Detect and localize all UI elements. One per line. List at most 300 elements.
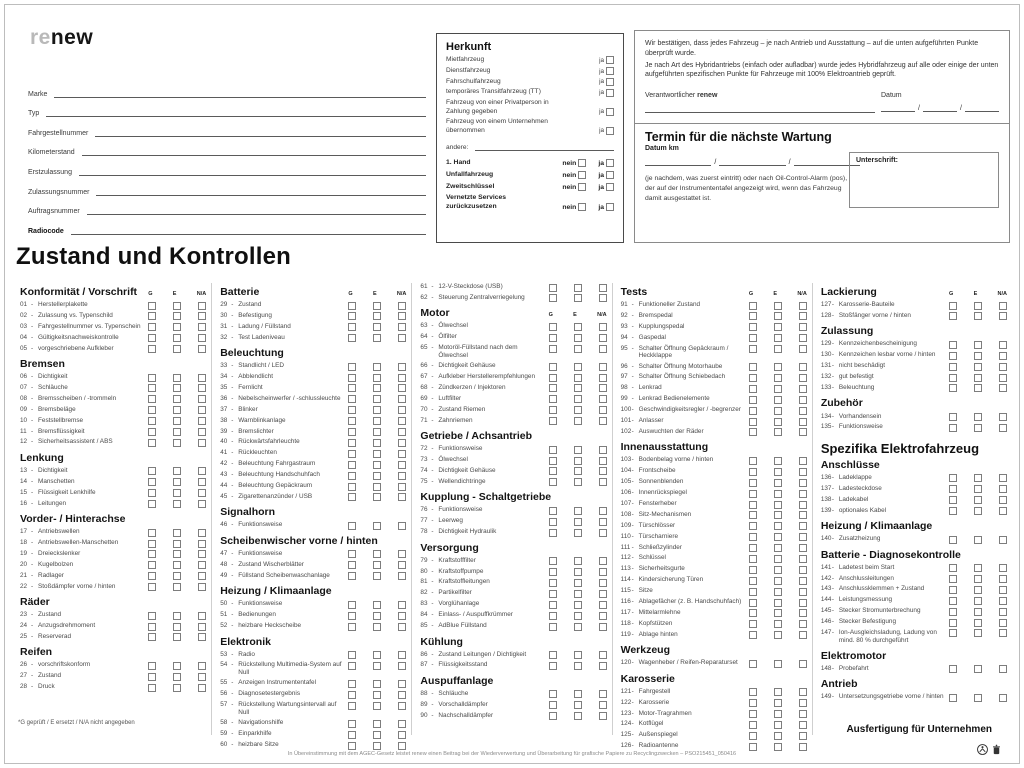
checkbox[interactable] — [148, 633, 156, 641]
checkbox[interactable] — [148, 384, 156, 392]
checkbox[interactable] — [348, 323, 356, 331]
checkbox[interactable] — [749, 566, 757, 574]
checkbox[interactable] — [348, 472, 356, 480]
checkbox[interactable] — [774, 490, 782, 498]
checkbox[interactable] — [774, 468, 782, 476]
checkbox[interactable] — [599, 612, 607, 620]
checkbox[interactable] — [599, 701, 607, 709]
checkbox[interactable] — [549, 334, 557, 342]
checkbox[interactable] — [999, 629, 1007, 637]
checkbox[interactable] — [398, 612, 406, 620]
checkbox[interactable] — [774, 457, 782, 465]
checkbox[interactable] — [799, 588, 807, 596]
checkbox[interactable] — [549, 690, 557, 698]
checkbox[interactable] — [599, 323, 607, 331]
checkbox[interactable] — [348, 439, 356, 447]
checkbox[interactable] — [198, 439, 206, 447]
field-input-line[interactable] — [87, 202, 426, 215]
checkbox[interactable] — [749, 588, 757, 596]
checkbox[interactable] — [799, 468, 807, 476]
checkbox[interactable] — [749, 577, 757, 585]
checkbox[interactable] — [398, 384, 406, 392]
checkbox[interactable] — [799, 721, 807, 729]
checkbox[interactable] — [749, 522, 757, 530]
checkbox[interactable] — [398, 461, 406, 469]
checkbox[interactable] — [348, 363, 356, 371]
checkbox[interactable] — [148, 561, 156, 569]
responsible-input-line[interactable] — [645, 99, 875, 113]
checkbox[interactable] — [774, 609, 782, 617]
checkbox[interactable] — [749, 385, 757, 393]
checkbox[interactable] — [198, 312, 206, 320]
checkbox[interactable] — [599, 712, 607, 720]
checkbox[interactable] — [599, 406, 607, 414]
checkbox[interactable] — [799, 457, 807, 465]
checkbox[interactable] — [173, 550, 181, 558]
checkbox[interactable] — [348, 742, 356, 750]
checkbox[interactable] — [799, 490, 807, 498]
checkbox[interactable] — [749, 699, 757, 707]
checkbox[interactable] — [974, 586, 982, 594]
checkbox[interactable] — [578, 159, 586, 167]
checkbox[interactable] — [398, 522, 406, 530]
checkbox[interactable] — [549, 557, 557, 565]
checkbox[interactable] — [373, 742, 381, 750]
checkbox[interactable] — [949, 341, 957, 349]
checkbox[interactable] — [574, 601, 582, 609]
checkbox[interactable] — [173, 489, 181, 497]
checkbox[interactable] — [599, 467, 607, 475]
checkbox[interactable] — [774, 577, 782, 585]
checkbox[interactable] — [549, 601, 557, 609]
checkbox[interactable] — [799, 418, 807, 426]
checkbox[interactable] — [398, 651, 406, 659]
checkbox[interactable] — [173, 633, 181, 641]
checkbox[interactable] — [574, 345, 582, 353]
checkbox[interactable] — [148, 583, 156, 591]
checkbox[interactable] — [373, 461, 381, 469]
checkbox[interactable] — [799, 555, 807, 563]
checkbox[interactable] — [173, 684, 181, 692]
checkbox[interactable] — [373, 384, 381, 392]
checkbox[interactable] — [799, 544, 807, 552]
checkbox[interactable] — [348, 334, 356, 342]
checkbox[interactable] — [373, 522, 381, 530]
checkbox[interactable] — [974, 413, 982, 421]
checkbox[interactable] — [373, 651, 381, 659]
checkbox[interactable] — [198, 561, 206, 569]
checkbox[interactable] — [549, 568, 557, 576]
checkbox[interactable] — [999, 302, 1007, 310]
checkbox[interactable] — [749, 457, 757, 465]
checkbox[interactable] — [974, 363, 982, 371]
checkbox[interactable] — [774, 631, 782, 639]
checkbox[interactable] — [999, 485, 1007, 493]
checkbox[interactable] — [599, 417, 607, 425]
checkbox[interactable] — [606, 171, 614, 179]
checkbox[interactable] — [549, 323, 557, 331]
checkbox[interactable] — [549, 507, 557, 515]
checkbox[interactable] — [574, 507, 582, 515]
checkbox[interactable] — [373, 691, 381, 699]
checkbox[interactable] — [348, 374, 356, 382]
checkbox[interactable] — [974, 384, 982, 392]
checkbox[interactable] — [774, 374, 782, 382]
checkbox[interactable] — [549, 478, 557, 486]
checkbox[interactable] — [774, 732, 782, 740]
checkbox[interactable] — [173, 417, 181, 425]
checkbox[interactable] — [606, 127, 614, 135]
checkbox[interactable] — [749, 710, 757, 718]
checkbox[interactable] — [974, 424, 982, 432]
checkbox[interactable] — [974, 374, 982, 382]
checkbox[interactable] — [373, 601, 381, 609]
checkbox[interactable] — [148, 478, 156, 486]
checkbox[interactable] — [949, 619, 957, 627]
checkbox[interactable] — [749, 555, 757, 563]
checkbox[interactable] — [599, 651, 607, 659]
checkbox[interactable] — [574, 557, 582, 565]
checkbox[interactable] — [599, 384, 607, 392]
checkbox[interactable] — [198, 302, 206, 310]
checkbox[interactable] — [574, 623, 582, 631]
checkbox[interactable] — [974, 312, 982, 320]
checkbox[interactable] — [749, 479, 757, 487]
checkbox[interactable] — [198, 633, 206, 641]
checkbox[interactable] — [148, 428, 156, 436]
checkbox[interactable] — [549, 612, 557, 620]
checkbox[interactable] — [549, 446, 557, 454]
checkbox[interactable] — [774, 544, 782, 552]
checkbox[interactable] — [173, 662, 181, 670]
checkbox[interactable] — [749, 407, 757, 415]
checkbox[interactable] — [348, 395, 356, 403]
field-input-line[interactable] — [79, 163, 426, 176]
checkbox[interactable] — [198, 345, 206, 353]
checkbox[interactable] — [599, 294, 607, 302]
checkbox[interactable] — [348, 702, 356, 710]
checkbox[interactable] — [348, 483, 356, 491]
checkbox[interactable] — [173, 623, 181, 631]
checkbox[interactable] — [949, 629, 957, 637]
checkbox[interactable] — [774, 533, 782, 541]
checkbox[interactable] — [749, 721, 757, 729]
checkbox[interactable] — [373, 417, 381, 425]
checkbox[interactable] — [574, 467, 582, 475]
checkbox[interactable] — [774, 363, 782, 371]
checkbox[interactable] — [974, 597, 982, 605]
checkbox[interactable] — [148, 323, 156, 331]
checkbox[interactable] — [999, 536, 1007, 544]
checkbox[interactable] — [148, 489, 156, 497]
checkbox[interactable] — [749, 363, 757, 371]
checkbox[interactable] — [398, 450, 406, 458]
checkbox[interactable] — [999, 341, 1007, 349]
checkbox[interactable] — [749, 533, 757, 541]
checkbox[interactable] — [974, 302, 982, 310]
checkbox[interactable] — [974, 341, 982, 349]
checkbox[interactable] — [799, 710, 807, 718]
checkbox[interactable] — [774, 620, 782, 628]
checkbox[interactable] — [198, 478, 206, 486]
checkbox[interactable] — [749, 312, 757, 320]
checkbox[interactable] — [799, 396, 807, 404]
andere-input-line[interactable] — [475, 142, 614, 151]
checkbox[interactable] — [574, 690, 582, 698]
checkbox[interactable] — [999, 424, 1007, 432]
checkbox[interactable] — [599, 579, 607, 587]
checkbox[interactable] — [398, 572, 406, 580]
checkbox[interactable] — [999, 474, 1007, 482]
checkbox[interactable] — [774, 396, 782, 404]
checkbox[interactable] — [398, 601, 406, 609]
checkbox[interactable] — [348, 561, 356, 569]
checkbox[interactable] — [974, 575, 982, 583]
checkbox[interactable] — [749, 428, 757, 436]
checkbox[interactable] — [599, 557, 607, 565]
checkbox[interactable] — [173, 345, 181, 353]
checkbox[interactable] — [974, 352, 982, 360]
checkbox[interactable] — [599, 478, 607, 486]
checkbox[interactable] — [774, 479, 782, 487]
checkbox[interactable] — [373, 302, 381, 310]
checkbox[interactable] — [173, 467, 181, 475]
checkbox[interactable] — [373, 312, 381, 320]
checkbox[interactable] — [799, 501, 807, 509]
checkbox[interactable] — [348, 623, 356, 631]
checkbox[interactable] — [148, 467, 156, 475]
checkbox[interactable] — [348, 461, 356, 469]
checkbox[interactable] — [599, 507, 607, 515]
checkbox[interactable] — [799, 363, 807, 371]
checkbox[interactable] — [198, 406, 206, 414]
checkbox[interactable] — [574, 612, 582, 620]
checkbox[interactable] — [549, 374, 557, 382]
checkbox[interactable] — [749, 418, 757, 426]
checkbox[interactable] — [373, 623, 381, 631]
checkbox[interactable] — [774, 555, 782, 563]
checkbox[interactable] — [574, 363, 582, 371]
checkbox[interactable] — [373, 720, 381, 728]
checkbox[interactable] — [373, 428, 381, 436]
checkbox[interactable] — [148, 673, 156, 681]
checkbox[interactable] — [774, 688, 782, 696]
checkbox[interactable] — [999, 597, 1007, 605]
checkbox[interactable] — [198, 395, 206, 403]
checkbox[interactable] — [398, 312, 406, 320]
checkbox[interactable] — [574, 662, 582, 670]
checkbox[interactable] — [799, 609, 807, 617]
checkbox[interactable] — [999, 694, 1007, 702]
checkbox[interactable] — [148, 417, 156, 425]
checkbox[interactable] — [373, 493, 381, 501]
checkbox[interactable] — [148, 540, 156, 548]
checkbox[interactable] — [348, 612, 356, 620]
checkbox[interactable] — [749, 743, 757, 751]
checkbox[interactable] — [599, 395, 607, 403]
checkbox[interactable] — [173, 673, 181, 681]
checkbox[interactable] — [774, 385, 782, 393]
checkbox[interactable] — [574, 701, 582, 709]
checkbox[interactable] — [148, 395, 156, 403]
checkbox[interactable] — [574, 529, 582, 537]
checkbox[interactable] — [774, 699, 782, 707]
checkbox[interactable] — [398, 720, 406, 728]
checkbox[interactable] — [974, 629, 982, 637]
checkbox[interactable] — [949, 597, 957, 605]
checkbox[interactable] — [198, 673, 206, 681]
checkbox[interactable] — [398, 417, 406, 425]
checkbox[interactable] — [398, 334, 406, 342]
checkbox[interactable] — [398, 742, 406, 750]
checkbox[interactable] — [999, 384, 1007, 392]
checkbox[interactable] — [198, 467, 206, 475]
checkbox[interactable] — [198, 572, 206, 580]
checkbox[interactable] — [173, 334, 181, 342]
checkbox[interactable] — [949, 507, 957, 515]
field-input-line[interactable] — [54, 85, 426, 98]
checkbox[interactable] — [774, 721, 782, 729]
checkbox[interactable] — [398, 680, 406, 688]
checkbox[interactable] — [749, 599, 757, 607]
checkbox[interactable] — [578, 171, 586, 179]
checkbox[interactable] — [949, 474, 957, 482]
checkbox[interactable] — [398, 395, 406, 403]
checkbox[interactable] — [148, 662, 156, 670]
checkbox[interactable] — [373, 680, 381, 688]
checkbox[interactable] — [949, 485, 957, 493]
checkbox[interactable] — [599, 457, 607, 465]
checkbox[interactable] — [148, 374, 156, 382]
checkbox[interactable] — [198, 583, 206, 591]
checkbox[interactable] — [198, 612, 206, 620]
checkbox[interactable] — [974, 536, 982, 544]
checkbox[interactable] — [949, 496, 957, 504]
checkbox[interactable] — [373, 550, 381, 558]
checkbox[interactable] — [198, 662, 206, 670]
checkbox[interactable] — [549, 345, 557, 353]
checkbox[interactable] — [549, 623, 557, 631]
checkbox[interactable] — [373, 612, 381, 620]
checkbox[interactable] — [198, 529, 206, 537]
checkbox[interactable] — [574, 294, 582, 302]
checkbox[interactable] — [348, 406, 356, 414]
checkbox[interactable] — [606, 203, 614, 211]
checkbox[interactable] — [173, 428, 181, 436]
checkbox[interactable] — [198, 489, 206, 497]
checkbox[interactable] — [578, 183, 586, 191]
checkbox[interactable] — [949, 564, 957, 572]
checkbox[interactable] — [148, 529, 156, 537]
checkbox[interactable] — [549, 294, 557, 302]
checkbox[interactable] — [348, 720, 356, 728]
checkbox[interactable] — [974, 619, 982, 627]
checkbox[interactable] — [949, 608, 957, 616]
checkbox[interactable] — [198, 540, 206, 548]
checkbox[interactable] — [173, 395, 181, 403]
checkbox[interactable] — [949, 312, 957, 320]
checkbox[interactable] — [173, 312, 181, 320]
checkbox[interactable] — [799, 302, 807, 310]
checkbox[interactable] — [799, 428, 807, 436]
datum-input-line[interactable]: / / — [881, 99, 999, 112]
checkbox[interactable] — [774, 407, 782, 415]
checkbox[interactable] — [999, 496, 1007, 504]
checkbox[interactable] — [574, 478, 582, 486]
checkbox[interactable] — [549, 406, 557, 414]
checkbox[interactable] — [198, 374, 206, 382]
checkbox[interactable] — [974, 608, 982, 616]
checkbox[interactable] — [348, 417, 356, 425]
checkbox[interactable] — [949, 384, 957, 392]
checkbox[interactable] — [749, 732, 757, 740]
checkbox[interactable] — [549, 701, 557, 709]
checkbox[interactable] — [799, 522, 807, 530]
checkbox[interactable] — [373, 374, 381, 382]
checkbox[interactable] — [549, 529, 557, 537]
checkbox[interactable] — [799, 407, 807, 415]
checkbox[interactable] — [749, 631, 757, 639]
checkbox[interactable] — [999, 564, 1007, 572]
checkbox[interactable] — [398, 731, 406, 739]
checkbox[interactable] — [749, 374, 757, 382]
checkbox[interactable] — [949, 302, 957, 310]
checkbox[interactable] — [574, 712, 582, 720]
checkbox[interactable] — [949, 536, 957, 544]
checkbox[interactable] — [799, 345, 807, 353]
checkbox[interactable] — [799, 511, 807, 519]
checkbox[interactable] — [398, 363, 406, 371]
checkbox[interactable] — [398, 374, 406, 382]
checkbox[interactable] — [599, 690, 607, 698]
checkbox[interactable] — [198, 500, 206, 508]
checkbox[interactable] — [549, 457, 557, 465]
checkbox[interactable] — [549, 662, 557, 670]
checkbox[interactable] — [373, 363, 381, 371]
checkbox[interactable] — [373, 406, 381, 414]
checkbox[interactable] — [949, 694, 957, 702]
next-service-input-line[interactable]: / / — [645, 152, 860, 166]
checkbox[interactable] — [574, 579, 582, 587]
checkbox[interactable] — [148, 500, 156, 508]
checkbox[interactable] — [198, 384, 206, 392]
checkbox[interactable] — [398, 472, 406, 480]
checkbox[interactable] — [774, 511, 782, 519]
checkbox[interactable] — [999, 374, 1007, 382]
checkbox[interactable] — [574, 568, 582, 576]
checkbox[interactable] — [398, 702, 406, 710]
checkbox[interactable] — [774, 312, 782, 320]
checkbox[interactable] — [974, 474, 982, 482]
checkbox[interactable] — [549, 651, 557, 659]
checkbox[interactable] — [749, 544, 757, 552]
checkbox[interactable] — [398, 493, 406, 501]
field-input-line[interactable] — [82, 143, 426, 156]
checkbox[interactable] — [348, 428, 356, 436]
checkbox[interactable] — [549, 712, 557, 720]
checkbox[interactable] — [373, 731, 381, 739]
checkbox[interactable] — [574, 446, 582, 454]
checkbox[interactable] — [373, 439, 381, 447]
checkbox[interactable] — [974, 665, 982, 673]
checkbox[interactable] — [749, 620, 757, 628]
checkbox[interactable] — [549, 363, 557, 371]
checkbox[interactable] — [774, 334, 782, 342]
checkbox[interactable] — [606, 183, 614, 191]
checkbox[interactable] — [749, 302, 757, 310]
checkbox[interactable] — [799, 479, 807, 487]
checkbox[interactable] — [749, 396, 757, 404]
